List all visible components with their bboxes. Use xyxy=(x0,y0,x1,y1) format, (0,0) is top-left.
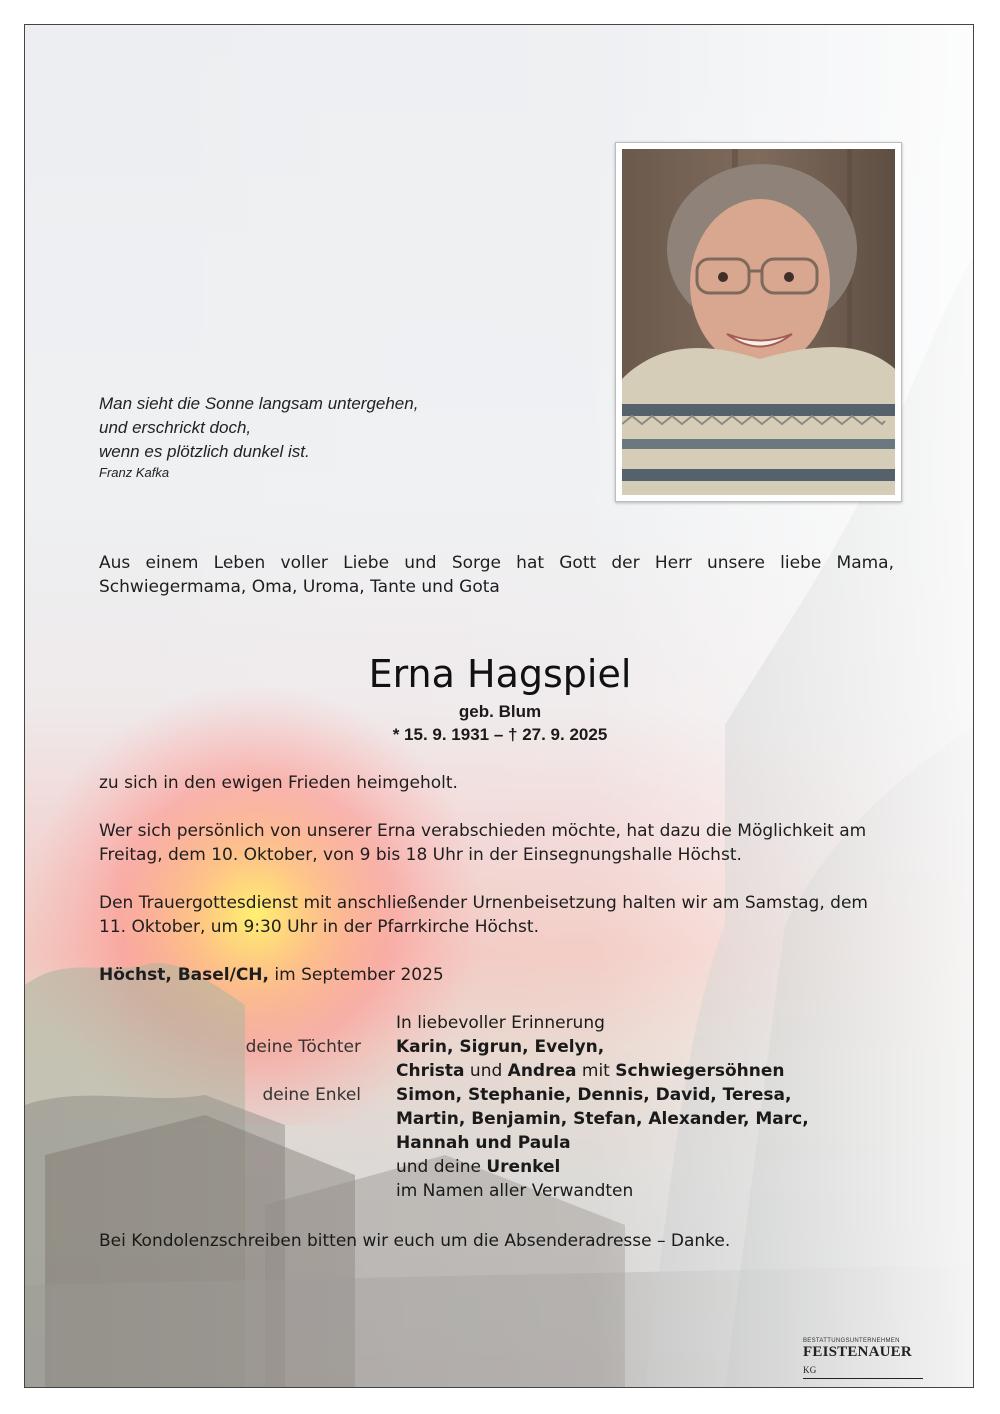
grandchildren-label: deine Enkel xyxy=(262,1085,361,1105)
quote-author: Franz Kafka xyxy=(99,465,170,480)
daughter-christa: Christa xyxy=(396,1061,465,1081)
place-bold: Höchst, Basel/CH, xyxy=(99,965,269,985)
paragraph-peace: zu sich in den ewigen Frieden heimgeholt. xyxy=(99,773,458,793)
great-grandchildren: Urenkel xyxy=(486,1157,561,1177)
daughter-andrea: Andrea xyxy=(507,1061,577,1081)
quote-block xyxy=(99,392,418,482)
life-dates: * 15. 9. 1931 – † 27. 9. 2025 xyxy=(392,725,608,744)
logo-suffix: KG xyxy=(803,1365,817,1375)
grandchildren-names-2: Martin, Benjamin, Stefan, Alexander, Marc, xyxy=(396,1109,809,1129)
birth-name: geb. Blum xyxy=(458,702,542,721)
logo-name xyxy=(803,1344,923,1379)
paragraph-service: Den Trauergottesdienst mit anschließender Urnenbeisetzung halten wir am Samstag, dem 11. Oktober, um 9:30 Uhr in der Pfarrkirche Höchst. xyxy=(99,893,868,937)
quote-line-1: Man sieht die Sonne langsam untergehen, xyxy=(99,394,419,413)
sons-in-law: Schwiegersöhnen xyxy=(615,1061,785,1081)
quote-line-3: wenn es plötzlich dunkel ist. xyxy=(99,442,310,461)
family-signature xyxy=(99,1011,899,1203)
great-grandchildren-prefix: und deine xyxy=(396,1157,487,1177)
logo-name-text: FEISTENAUER xyxy=(803,1344,912,1360)
portrait-photo xyxy=(622,149,895,495)
remembrance-intro: In liebevoller Erinnerung xyxy=(396,1013,605,1033)
intro-text: Aus einem Leben voller Liebe und Sorge hat Gott der Herr unsere liebe Mama, Schwiegermama, Oma, Uroma, Tante und Gota xyxy=(99,553,894,597)
deceased-name: Erna Hagspiel xyxy=(368,652,632,696)
paragraph-viewing: Wer sich persönlich von unserer Erna verabschieden möchte, hat dazu die Möglichkeit am Freitag, dem 10. Oktober, von 9 bis 18 Uhr in der Einsegnungshalle Höchst. xyxy=(99,821,867,865)
grandchildren-names-3: Hannah und Paula xyxy=(396,1133,571,1153)
portrait-photo-frame xyxy=(615,142,902,502)
and-word: und xyxy=(464,1061,508,1081)
deceased-block xyxy=(25,651,974,747)
closing-note: Bei Kondolenzschreiben bitten wir euch um die Absenderadresse – Danke. xyxy=(99,1231,731,1251)
funeral-home-logo xyxy=(803,1338,923,1379)
daughters-names-1: Karin, Sigrun, Evelyn, xyxy=(396,1037,605,1057)
with-word: mit xyxy=(576,1061,616,1081)
place-date-line xyxy=(99,963,899,987)
grandchildren-names-1: Simon, Stephanie, Dennis, David, Teresa, xyxy=(396,1085,792,1105)
logo-subtitle: BESTATTUNGSUNTERNEHMEN xyxy=(803,1338,900,1344)
daughters-label: deine Töchter xyxy=(245,1037,361,1057)
place-date: im September 2025 xyxy=(268,965,444,985)
obituary-card xyxy=(24,24,974,1388)
relatives-line: im Namen aller Verwandten xyxy=(396,1181,634,1201)
quote-line-2: und erschrickt doch, xyxy=(99,418,252,437)
